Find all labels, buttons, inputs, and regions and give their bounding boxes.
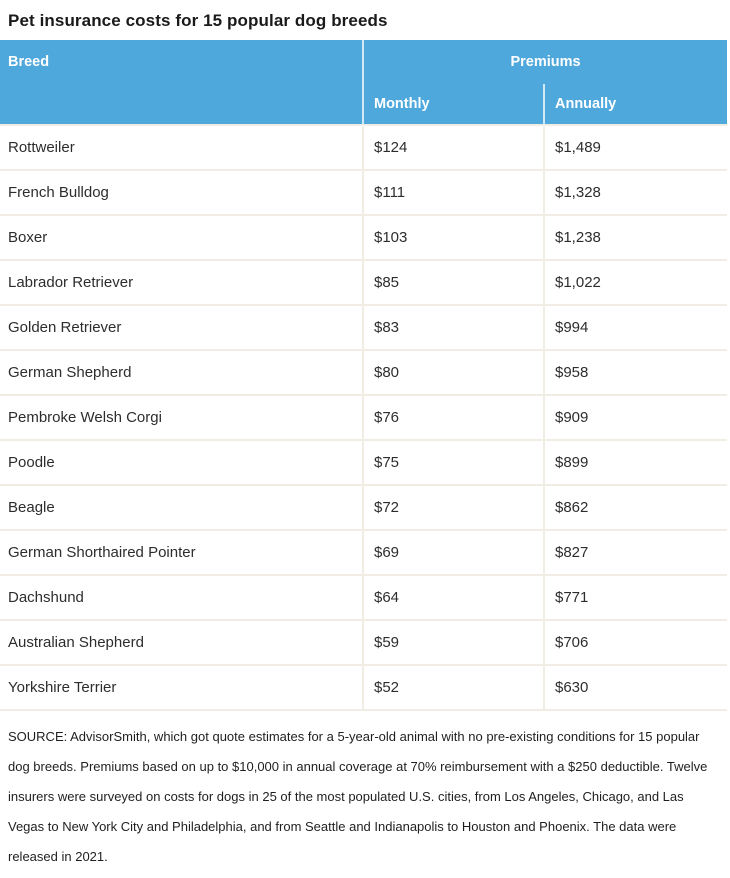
- monthly-premium-cell: $111: [363, 170, 544, 215]
- annual-premium-cell: $899: [544, 440, 727, 485]
- table-row: [0, 485, 727, 530]
- table-row: [0, 305, 727, 350]
- table-row: [0, 170, 727, 215]
- annual-premium-cell: $1,022: [544, 260, 727, 305]
- breed-cell: Labrador Retriever: [0, 260, 363, 305]
- annual-premium-cell: $1,238: [544, 215, 727, 260]
- monthly-premium-cell: $83: [363, 305, 544, 350]
- table-row: [0, 440, 727, 485]
- table-row: [0, 260, 727, 305]
- column-header-breed: Breed: [0, 40, 363, 125]
- monthly-premium-cell: $103: [363, 215, 544, 260]
- monthly-premium-cell: $80: [363, 350, 544, 395]
- table-row: [0, 350, 727, 395]
- monthly-premium-cell: $85: [363, 260, 544, 305]
- breed-cell: Poodle: [0, 440, 363, 485]
- table-body: [0, 125, 727, 710]
- table-row: [0, 620, 727, 665]
- table-row: [0, 575, 727, 620]
- page-title: Pet insurance costs for 15 popular dog breeds: [8, 11, 388, 30]
- monthly-premium-cell: $76: [363, 395, 544, 440]
- annual-premium-cell: $909: [544, 395, 727, 440]
- monthly-premium-cell: $124: [363, 125, 544, 170]
- annual-premium-cell: $862: [544, 485, 727, 530]
- premiums-table: [0, 40, 727, 711]
- annual-premium-cell: $994: [544, 305, 727, 350]
- monthly-premium-cell: $69: [363, 530, 544, 575]
- annual-premium-cell: $1,328: [544, 170, 727, 215]
- annual-premium-cell: $771: [544, 575, 727, 620]
- monthly-premium-cell: $64: [363, 575, 544, 620]
- column-header-annually: Annually: [544, 84, 727, 125]
- annual-premium-cell: $958: [544, 350, 727, 395]
- column-header-premiums: Premiums: [363, 40, 727, 84]
- annual-premium-cell: $706: [544, 620, 727, 665]
- breed-cell: German Shorthaired Pointer: [0, 530, 363, 575]
- monthly-premium-cell: $52: [363, 665, 544, 710]
- table-row: [0, 530, 727, 575]
- breed-cell: Golden Retriever: [0, 305, 363, 350]
- table-row: [0, 395, 727, 440]
- breed-cell: Beagle: [0, 485, 363, 530]
- table-header: [0, 40, 727, 125]
- column-header-monthly: Monthly: [363, 84, 544, 125]
- table-row: [0, 125, 727, 170]
- source-note: SOURCE: AdvisorSmith, which got quote estimates for a 5-year-old animal with no pre-existing conditions for 15 popular dog breeds. Premiums based on up to $10,000 in annual coverage at 70% reimbursement with a $250 deductible. Twelve insurers were surveyed on costs for dogs in 25 of the most populated U.S. cities, from Los Angeles, Chicago, and Las Vegas to New York City and Philadelphia, and from Seattle and Indianapolis to Houston and Phoenix. The data were released in 2021.: [8, 729, 708, 864]
- annual-premium-cell: $1,489: [544, 125, 727, 170]
- breed-cell: Yorkshire Terrier: [0, 665, 363, 710]
- table-row: [0, 215, 727, 260]
- breed-cell: Dachshund: [0, 575, 363, 620]
- monthly-premium-cell: $72: [363, 485, 544, 530]
- annual-premium-cell: $630: [544, 665, 727, 710]
- annual-premium-cell: $827: [544, 530, 727, 575]
- table-row: [0, 665, 727, 710]
- breed-cell: Australian Shepherd: [0, 620, 363, 665]
- breed-cell: German Shepherd: [0, 350, 363, 395]
- breed-cell: Rottweiler: [0, 125, 363, 170]
- breed-cell: Pembroke Welsh Corgi: [0, 395, 363, 440]
- monthly-premium-cell: $75: [363, 440, 544, 485]
- breed-cell: Boxer: [0, 215, 363, 260]
- monthly-premium-cell: $59: [363, 620, 544, 665]
- breed-cell: French Bulldog: [0, 170, 363, 215]
